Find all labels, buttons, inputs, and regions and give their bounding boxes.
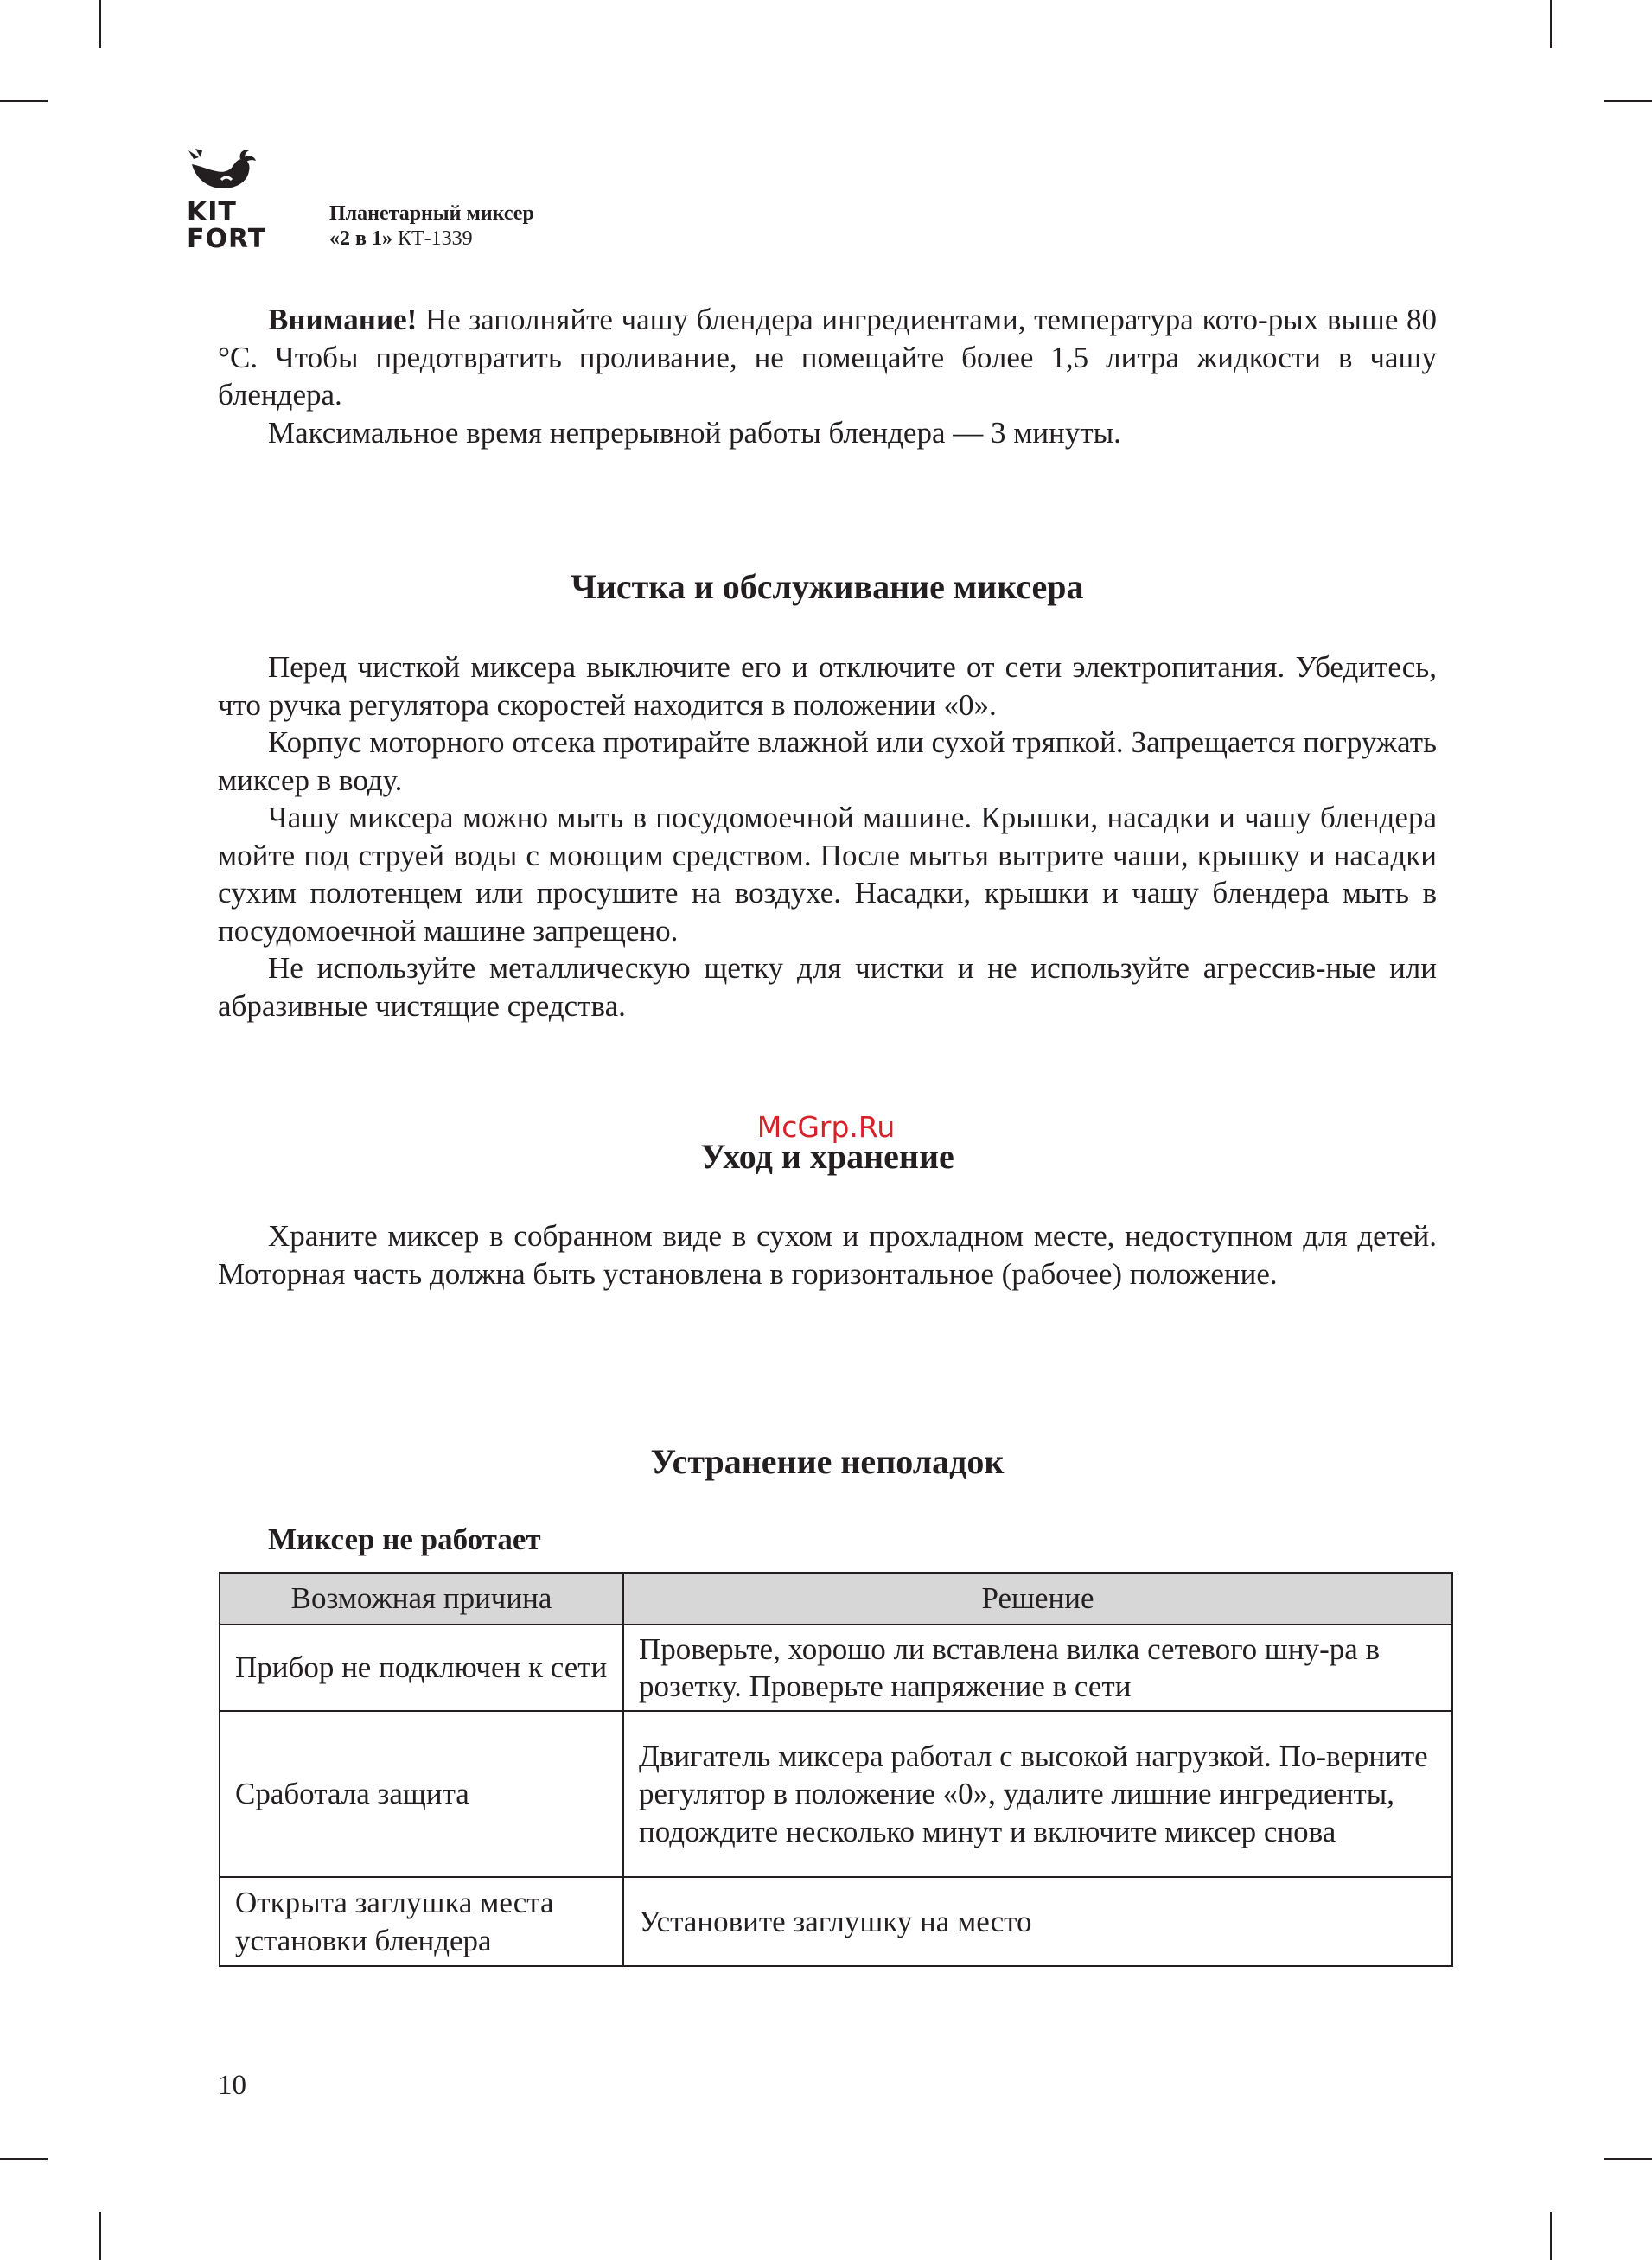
crop-mark (99, 0, 101, 48)
warning-text: Не заполняйте чашу блендера ингредиентами, температура кото-рых выше 80 °С. Чтобы предотвратить проливание, не помещайте более 1,5 литра жидкости в чашу блендера. (218, 303, 1437, 412)
brand-logo (187, 149, 299, 252)
cleaning-body (218, 648, 1437, 1025)
cleaning-paragraph: Корпус моторного отсека протирайте влажной или сухой тряпкой. Запрещается погружать миксер в воду. (218, 725, 1437, 797)
page-number: 10 (218, 2070, 246, 2101)
table-row (220, 1877, 1452, 1966)
storage-body (218, 1217, 1437, 1293)
crop-mark (1604, 100, 1652, 102)
warning-block (218, 301, 1437, 451)
crop-mark (1550, 0, 1552, 48)
solution-cell: Проверьте, хорошо ли вставлена вилка сетевого шну-ра в розетку. Проверьте напряжение в сети (623, 1625, 1452, 1711)
storage-title: Уход и хранение (700, 1137, 954, 1176)
cleaning-paragraph: Не используйте металлическую щетку для чистки и не используйте агрессив-ные или абразивные чистящие средства. (218, 951, 1437, 1023)
cleaning-paragraph: Чашу миксера можно мыть в посудомоечной машине. Крышки, насадки и чашу блендера мойте под струей воды с моющим средством. После мытья вытрите чаши, крышку и насадки сухим полотенцем или просушите на воздухе. Насадки, крышки и чашу блендера мыть в посудомоечной машине запрещено. (218, 801, 1437, 948)
troubleshooting-title: Устранение неполадок (650, 1442, 1005, 1481)
crop-mark (1550, 2212, 1552, 2260)
column-header-solution: Решение (623, 1573, 1452, 1625)
table-row (220, 1625, 1452, 1711)
crop-mark (0, 2158, 48, 2160)
brand-line2: FORT (187, 224, 267, 254)
solution-cell: Двигатель миксера работал с высокой нагрузкой. По-верните регулятор в положение «0», удалите лишние ингредиенты, подождите несколько минут и включите миксер снова (623, 1711, 1452, 1877)
product-bold: «2 в 1» (329, 227, 392, 250)
brand-line1: KIT (187, 197, 237, 227)
troubleshooting-table (219, 1572, 1453, 1967)
whale-icon (187, 149, 256, 197)
crop-mark (1604, 2158, 1652, 2160)
product-model: КТ-1339 (397, 227, 473, 250)
crop-mark (99, 2212, 101, 2260)
product-name: Планетарный миксер (329, 202, 534, 225)
warning-paragraph (218, 301, 1437, 414)
max-time-paragraph: Максимальное время непрерывной работы блендера — 3 минуты. (268, 415, 1121, 450)
cleaning-paragraph: Перед чисткой миксера выключите его и отключите от сети электропитания. Убедитесь, что ручка регулятора скоростей находится в положении «0». (218, 650, 1437, 722)
cause-cell: Открыта заглушка места установки блендера (220, 1877, 623, 1966)
watermark: McGrp.Ru (756, 1110, 896, 1144)
column-header-cause: Возможная причина (220, 1573, 623, 1625)
table-row (220, 1711, 1452, 1877)
cause-cell: Сработала защита (220, 1711, 623, 1877)
solution-cell: Установите заглушку на место (623, 1877, 1452, 1966)
storage-paragraph: Храните миксер в собранном виде в сухом и прохладном месте, недоступном для детей. Моторная часть должна быть установлена в горизонтальное (рабочее) положение. (218, 1219, 1437, 1291)
crop-mark (0, 100, 48, 102)
troubleshooting-subtitle: Миксер не работает (268, 1523, 541, 1556)
header-product-title (329, 201, 534, 252)
cleaning-title: Чистка и обслуживание миксера (571, 567, 1084, 606)
cause-cell: Прибор не подключен к сети (220, 1625, 623, 1711)
table-header-row (220, 1573, 1452, 1625)
warning-label: Внимание! (268, 303, 418, 336)
